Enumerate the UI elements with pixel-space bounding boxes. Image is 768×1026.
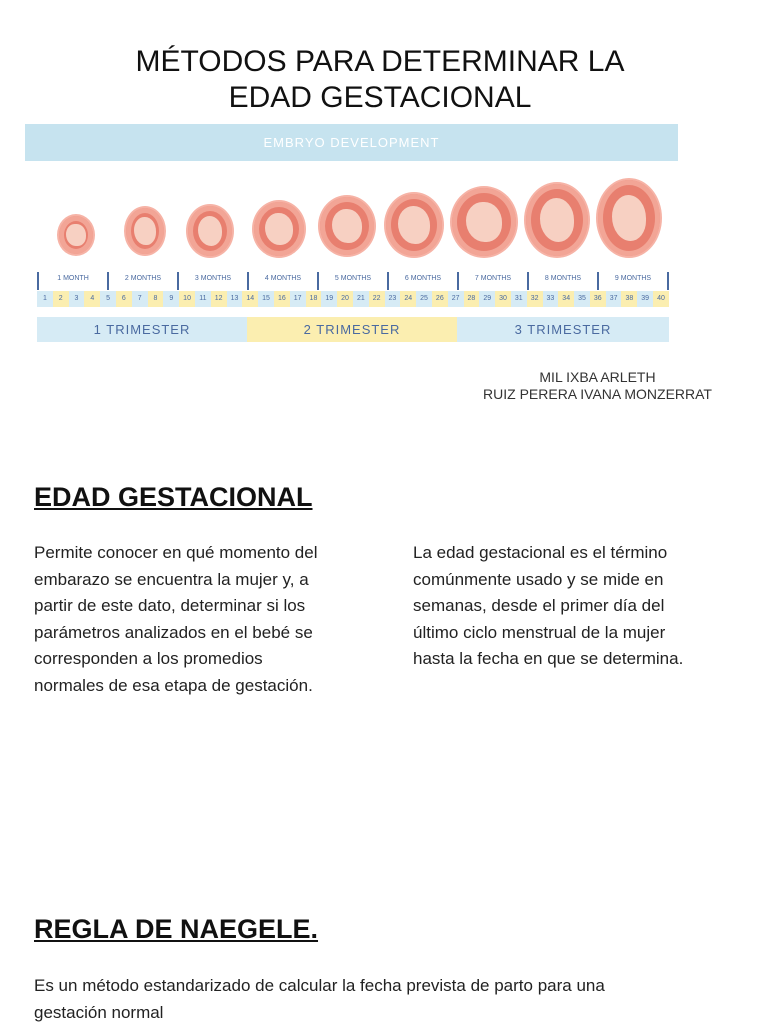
text-line: hasta la fecha en que se determina. [413, 646, 753, 673]
text-line: corresponden a los promedios [34, 646, 394, 673]
week-number: 22 [369, 291, 385, 307]
authors [470, 369, 725, 403]
week-number: 32 [527, 291, 543, 307]
week-number: 9 [163, 291, 179, 307]
week-number: 12 [211, 291, 227, 307]
week-number: 13 [227, 291, 243, 307]
week-number: 4 [84, 291, 100, 307]
fetus-month-2 [124, 206, 166, 256]
week-number: 29 [479, 291, 495, 307]
week-number: 5 [100, 291, 116, 307]
section-heading-regla-de-naegele: REGLA DE NAEGELE. [34, 914, 318, 945]
week-number: 17 [290, 291, 306, 307]
week-number: 7 [132, 291, 148, 307]
week-number: 19 [321, 291, 337, 307]
week-number: 38 [621, 291, 637, 307]
text-line: último ciclo menstrual de la mujer [413, 620, 753, 647]
fetus-month-1 [57, 214, 95, 256]
week-number: 6 [116, 291, 132, 307]
week-number: 8 [148, 291, 164, 307]
month-label: 9 MONTHS [597, 272, 669, 290]
month-label: 2 MONTHS [107, 272, 177, 290]
fetus-month-5 [318, 195, 376, 257]
text-line: partir de este dato, determinar si los [34, 593, 394, 620]
trimester-3: 3 TRIMESTER [457, 317, 669, 342]
embryo-development-image [24, 124, 680, 350]
title-line-1: MÉTODOS PARA DETERMINAR LA [0, 44, 760, 80]
month-labels [37, 272, 669, 290]
text-line: La edad gestacional es el término [413, 540, 753, 567]
week-number: 36 [590, 291, 606, 307]
month-label: 6 MONTHS [387, 272, 457, 290]
week-number: 34 [558, 291, 574, 307]
week-number: 14 [242, 291, 258, 307]
fetus-month-4 [252, 200, 306, 258]
week-number: 21 [353, 291, 369, 307]
month-label: 3 MONTHS [177, 272, 247, 290]
week-number: 28 [464, 291, 480, 307]
trimester-1: 1 TRIMESTER [37, 317, 247, 342]
trimester-2: 2 TRIMESTER [247, 317, 457, 342]
section-heading-edad-gestacional: EDAD GESTACIONAL [34, 482, 313, 513]
week-number: 40 [653, 291, 669, 307]
paragraph-right [413, 540, 753, 673]
text-line: embarazo se encuentra la mujer y, a [34, 567, 394, 594]
month-label: 7 MONTHS [457, 272, 527, 290]
week-number: 3 [69, 291, 85, 307]
month-label: 5 MONTHS [317, 272, 387, 290]
text-line: gestación normal [34, 1000, 734, 1026]
week-number: 37 [606, 291, 622, 307]
week-number: 20 [337, 291, 353, 307]
fetus-month-6 [384, 192, 444, 258]
month-label: 1 MONTH [37, 272, 107, 290]
text-line: normales de esa etapa de gestación. [34, 673, 394, 700]
week-number: 33 [543, 291, 559, 307]
week-number: 1 [37, 291, 53, 307]
paragraph-left [34, 540, 394, 699]
week-number: 25 [416, 291, 432, 307]
week-number: 27 [448, 291, 464, 307]
week-number: 15 [258, 291, 274, 307]
week-number: 11 [195, 291, 211, 307]
week-number: 31 [511, 291, 527, 307]
month-label: 8 MONTHS [527, 272, 597, 290]
text-line: semanas, desde el primer día del [413, 593, 753, 620]
text-line: Es un método estandarizado de calcular la fecha prevista de parto para una [34, 973, 734, 1000]
text-line: Permite conocer en qué momento del [34, 540, 394, 567]
embryo-banner: EMBRYO DEVELOPMENT [25, 124, 678, 161]
week-number: 30 [495, 291, 511, 307]
fetus-month-8 [524, 182, 590, 258]
paragraph-naegele [34, 973, 734, 1026]
week-number: 26 [432, 291, 448, 307]
week-number: 10 [179, 291, 195, 307]
page-title [0, 44, 760, 116]
week-numbers [37, 291, 669, 307]
month-label: 4 MONTHS [247, 272, 317, 290]
author-2: RUIZ PERERA IVANA MONZERRAT [470, 386, 725, 403]
text-line: parámetros analizados en el bebé se [34, 620, 394, 647]
week-number: 2 [53, 291, 69, 307]
title-line-2: EDAD GESTACIONAL [0, 80, 760, 116]
text-line: comúnmente usado y se mide en [413, 567, 753, 594]
author-1: MIL IXBA ARLETH [470, 369, 725, 386]
fetus-month-7 [450, 186, 518, 258]
fetus-month-9 [596, 178, 662, 258]
week-number: 24 [400, 291, 416, 307]
week-number: 39 [637, 291, 653, 307]
week-number: 35 [574, 291, 590, 307]
week-number: 18 [306, 291, 322, 307]
week-number: 23 [385, 291, 401, 307]
fetus-month-3 [186, 204, 234, 258]
week-number: 16 [274, 291, 290, 307]
